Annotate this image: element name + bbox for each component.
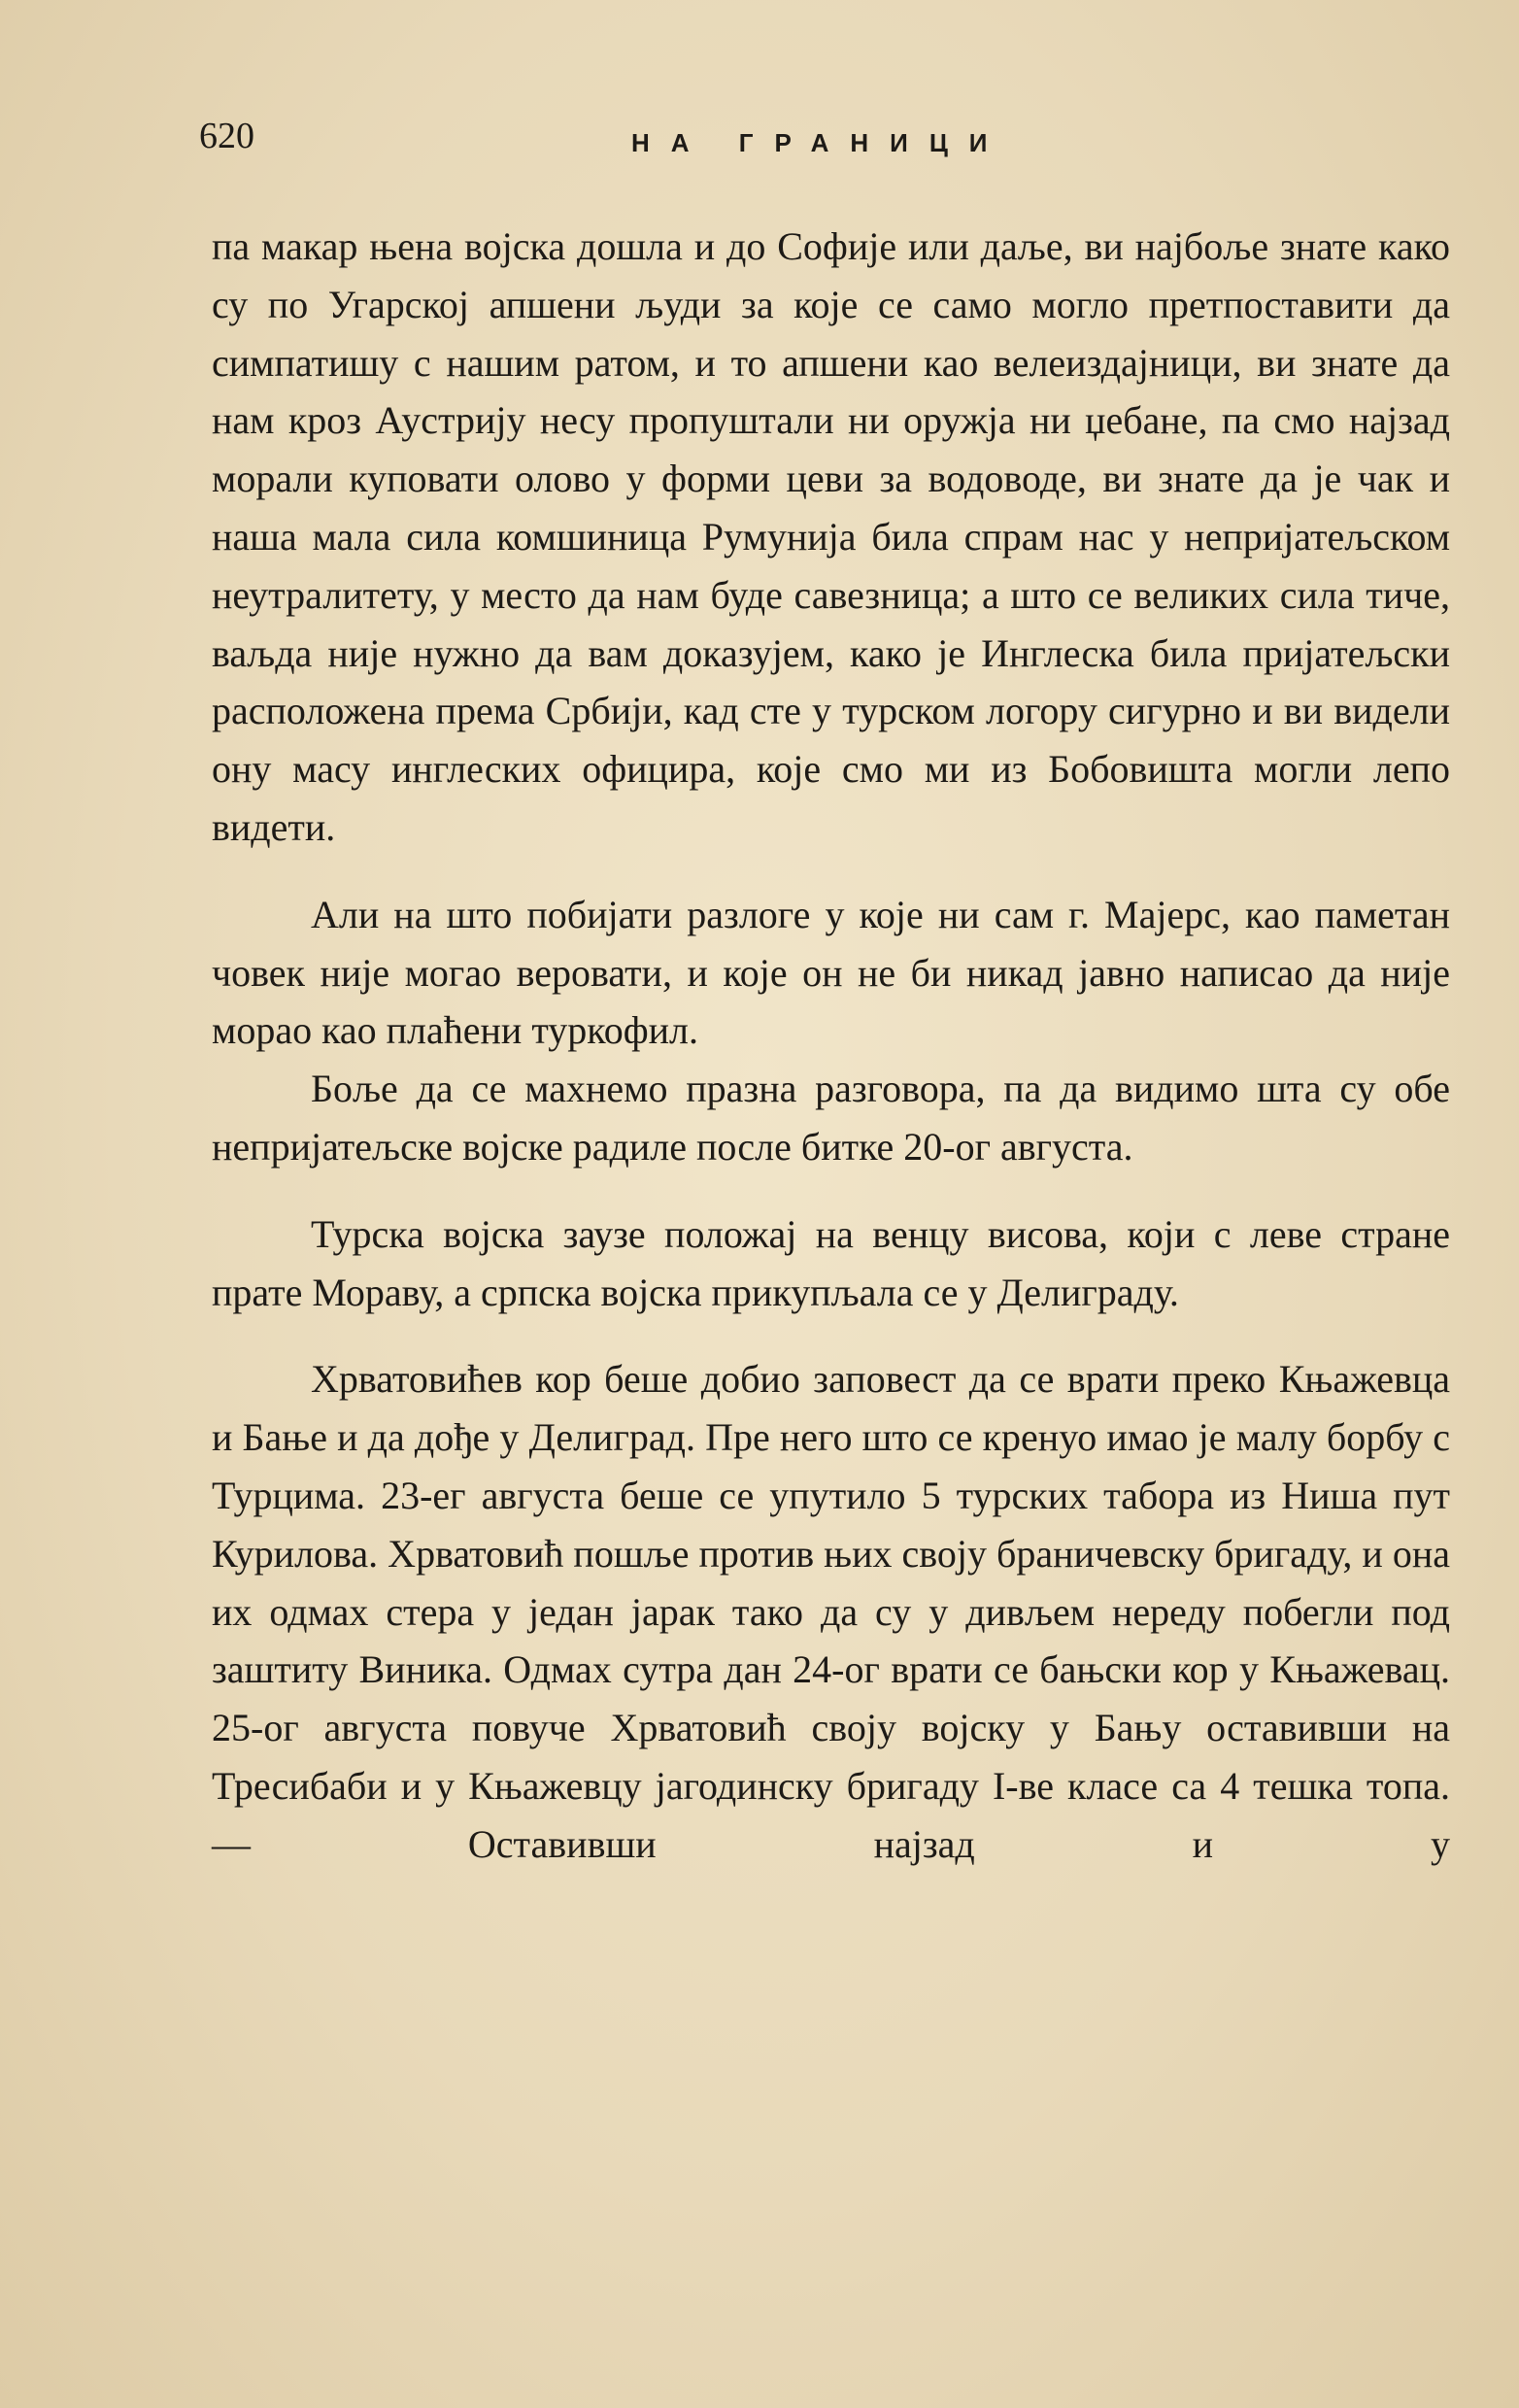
running-title: НА ГРАНИЦИ	[631, 128, 1009, 157]
paragraph-3: Боље да се махнемо празна разговора, па да видимо шта су обе непријатељске војске радиле после битке 20-ог августа.	[212, 1067, 1450, 1169]
body-text	[212, 218, 1450, 1874]
paragraph-1: па макар њена војска дошла и до Софије или даље, ви најбоље знате како су по Угарској апшени људи за које се само могло претпоставити да симпатишу с нашим ратом, и то апшени као велеиздајници, ви знате да нам кроз Аустрију несу пропуштали ни оружја ни џебане, па смо најзад морали куповати олово у форми цеви за водоводе, ви знате да је чак и наша мала сила комшиница Румунија била спрам нас у непријатељском неутралитету, у место да нам буде савезница; а што се великих сила тиче, ваљда није нужно да вам доказујем, како је Инглеска била пријатељски расположена према Србији, кад сте у турском логору сигурно и ви видели ону масу инглеских официра, које смо ми из Бобовишта могли лепо видети.	[212, 224, 1450, 849]
paragraph-4: Турска војска заузе положај на венцу висова, који с леве стране прате Мораву, а српска војска прикупљала се у Делиграду.	[212, 1211, 1450, 1314]
paragraph-5: Хрватовићев кор беше добио заповест да се врати преко Књажевца и Бање и да дође у Делиград. Пре него што се кренуо имао је малу борбу с Турцима. 23-ег августа беше се упутило 5 турских табора из Ниша пут Курилова. Хрватовић пошље против њих своју браничевску бригаду, и она их одмах стера у један јарак тако да су у дивљем нереду побегли под заштиту Виника. Одмах сутра дан 24-ог врати се бањски кор у Књажевац. 25-ог августа повуче Хрватовић своју војску у Бању оставивши на Тресибаби и у Књажевцу јагодинску бригаду I-ве класе са 4 тешка топа. — Оставивши најзад и у	[212, 1357, 1450, 1866]
paragraph-2: Али на што побијати разлоге у које ни сам г. Мајерс, као паметан човек није могао веровати, и које он не би никад јавно написао да није морао као плаћени туркофил.	[212, 892, 1450, 1053]
page-header	[199, 115, 1452, 173]
page-number: 620	[199, 116, 254, 156]
